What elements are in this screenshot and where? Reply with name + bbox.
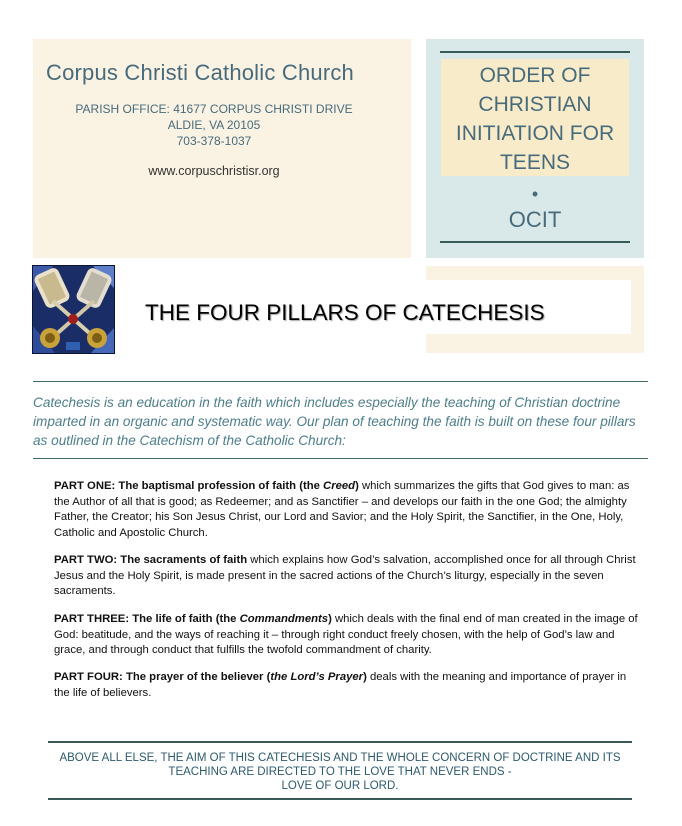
address-line-2: ALDIE, VA 20105 bbox=[167, 118, 261, 132]
intro-bottom-rule bbox=[33, 458, 648, 459]
section-title: THE FOUR PILLARS OF CATECHESIS bbox=[145, 300, 545, 325]
part-two-label: PART TWO: The sacraments of faith bbox=[54, 554, 248, 566]
part-one-paragraph bbox=[54, 479, 644, 541]
part-two-text: which explains how God’s salvation, accomplished once for all through Christ Jesus and the Holy Spirit, is made present in the sacred actions of the Church’s liturgy, especially in the seven sacraments. bbox=[54, 554, 636, 597]
program-panel bbox=[426, 39, 644, 258]
part-three-label: PART THREE: The life of faith (the Commandments) bbox=[54, 613, 332, 625]
footer-bottom-rule bbox=[48, 798, 632, 800]
part-four-paragraph bbox=[54, 670, 644, 701]
program-top-rule bbox=[440, 51, 630, 53]
parish-header bbox=[33, 39, 411, 258]
program-title-line-2: CHRISTIAN bbox=[478, 93, 592, 116]
footer-line-3: LOVE OF OUR LORD. bbox=[281, 780, 399, 792]
program-title-line-3: INITIATION FOR bbox=[455, 122, 615, 145]
intro-paragraph: Catechesis is an education in the faith which includes especially the teaching of Christian doctrine imparted in an organic and systematic way. Our plan of teaching the faith is built on these four pillars as outlined in the Catechism of the Catholic Church: bbox=[33, 395, 636, 448]
bullet-separator: • bbox=[531, 184, 539, 204]
church-name: Corpus Christi Catholic Church bbox=[46, 60, 354, 85]
part-three-paragraph bbox=[54, 612, 644, 659]
intro-top-rule bbox=[33, 381, 648, 382]
program-bottom-rule bbox=[440, 241, 630, 243]
stained-glass-icon bbox=[33, 266, 114, 353]
footer-line-2: TEACHING ARE DIRECTED TO THE LOVE THAT NEVER ENDS - bbox=[168, 766, 512, 778]
part-three-text: which deals with the final end of man created in the image of God: beatitude, and the ways of reaching it – through right conduct freely chosen, with the help of God’s law and grace, and through conduct that fulfills the twofold commandment of charity. bbox=[54, 613, 638, 656]
program-title-line-1: ORDER OF bbox=[479, 64, 591, 87]
program-title-line-4: TEENS bbox=[499, 151, 570, 174]
part-four-label: PART FOUR: The prayer of the believer (the Lord’s Prayer) bbox=[54, 671, 367, 683]
footer-top-rule bbox=[48, 741, 632, 743]
program-abbreviation: OCIT bbox=[508, 207, 562, 232]
address-line-1: PARISH OFFICE: 41677 CORPUS CHRISTI DRIVE bbox=[75, 102, 353, 116]
part-one-label: PART ONE: The baptismal profession of faith (the Creed) bbox=[54, 480, 359, 492]
stained-glass-keys-image bbox=[32, 265, 115, 354]
part-two-paragraph bbox=[54, 553, 644, 600]
part-four-text: deals with the meaning and importance of prayer in the life of believers. bbox=[54, 671, 627, 699]
program-title-box bbox=[441, 59, 629, 176]
footer-line-1: ABOVE ALL ELSE, THE AIM OF THIS CATECHESIS AND THE WHOLE CONCERN OF DOCTRINE AND ITS bbox=[59, 752, 621, 764]
part-one-text: which summarizes the gifts that God gives to man: as the Author of all that is good; as Redeemer; and as Sanctifier – and develops our faith in the one God; the almighty Father, the Creator; his Son Jesus Christ, our Lord and Savior; and the Holy Spirit, the Sanctifier, in the One, Holy, Catholic and Apostolic Church. bbox=[54, 480, 630, 539]
website-link[interactable]: www.corpuschristisr.org bbox=[148, 164, 280, 178]
phone-number: 703-378-1037 bbox=[176, 134, 252, 148]
